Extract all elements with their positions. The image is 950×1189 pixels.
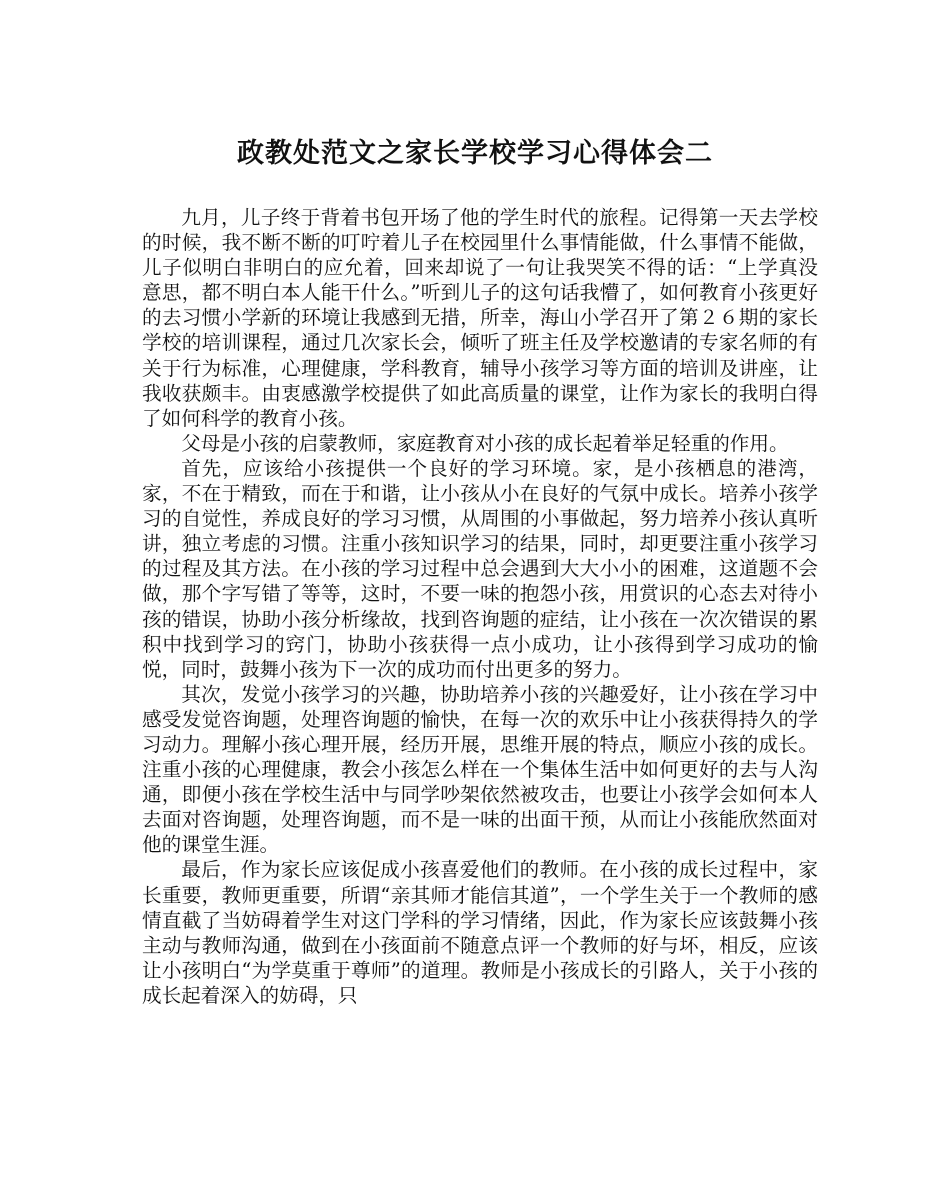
paragraph-2: 父母是小孩的启蒙教师，家庭教育对小孩的成长起着举足轻重的作用。 xyxy=(181,431,789,455)
paragraph-5: 最后，作为家长应该促成小孩喜爱他们的教师。在小孩的成长过程中，家长重要，教师更重要，所谓“亲其师才能信其道”，一个学生关于一个教师的感情直截了当妨碍着学生对这门学科的学习情绪，因此，作为家长应该鼓舞小孩主动与教师沟通，做到在小孩面前不随意点评一个教师的好与坏，相反，应该让小孩明白“为学莫重于尊师”的道理。教师是小孩成长的引路人，关于小孩的成长起着深入的妨碍，只 xyxy=(142,858,818,1007)
document-body xyxy=(142,205,818,1008)
paragraph-4: 其次，发觉小孩学习的兴趣，协助培养小孩的兴趣爱好，让小孩在学习中感受发觉咨询题，处理咨询题的愉快，在每一次的欢乐中让小孩获得持久的学习动力。理解小孩心理开展，经历开展，思维开展的特点，顺应小孩的成长。注重小孩的心理健康，教会小孩怎么样在一个集体生活中如何更好的去与人沟通，即便小孩在学校生活中与同学吵架依然被攻击，也要让小孩学会如何本人去面对咨询题，处理咨询题，而不是一味的出面干预，从而让小孩能欣然面对他的课堂生涯。 xyxy=(142,682,818,857)
document-title: 政教处范文之家长学校学习心得体会二 xyxy=(237,138,713,169)
paragraph-3: 首先，应该给小孩提供一个良好的学习环境。家，是小孩栖息的港湾，家，不在于精致，而在于和谐，让小孩从小在良好的气氛中成长。培养小孩学习的自觉性，养成良好的学习习惯，从周围的小事做起，努力培养小孩认真听讲，独立考虑的习惯。注重小孩知识学习的结果，同时，却更要注重小孩学习的过程及其方法。在小孩的学习过程中总会遇到大大小小的困难，这道题不会做，那个字写错了等等，这时，不要一味的抱怨小孩，用赏识的心态去对待小孩的错误，协助小孩分析缘故，找到咨询题的症结，让小孩在一次次错误的累积中找到学习的窍门，协助小孩获得一点小成功，让小孩得到学习成功的愉悦，同时，鼓舞小孩为下一次的成功而付出更多的努力。 xyxy=(142,456,818,681)
paragraph-1: 九月，儿子终于背着书包开场了他的学生时代的旅程。记得第一天去学校的时候，我不断不断的叮咛着儿子在校园里什么事情能做，什么事情不能做，儿子似明白非明白的应允着，回来却说了一句让我哭笑不得的话：“上学真没意思，都不明白本人能干什么。”听到儿子的这句话我懵了，如何教育小孩更好的去习惯小学新的环境让我感到无措，所幸，海山小学召开了第２６期的家长学校的培训课程，通过几次家长会，倾听了班主任及学校邀请的专家名师的有关于行为标准，心理健康，学科教育，辅导小孩学习等方面的培训及讲座，让我收获颇丰。由衷感激学校提供了如此高质量的课堂，让作为家长的我明白得了如何科学的教育小孩。 xyxy=(142,206,818,430)
